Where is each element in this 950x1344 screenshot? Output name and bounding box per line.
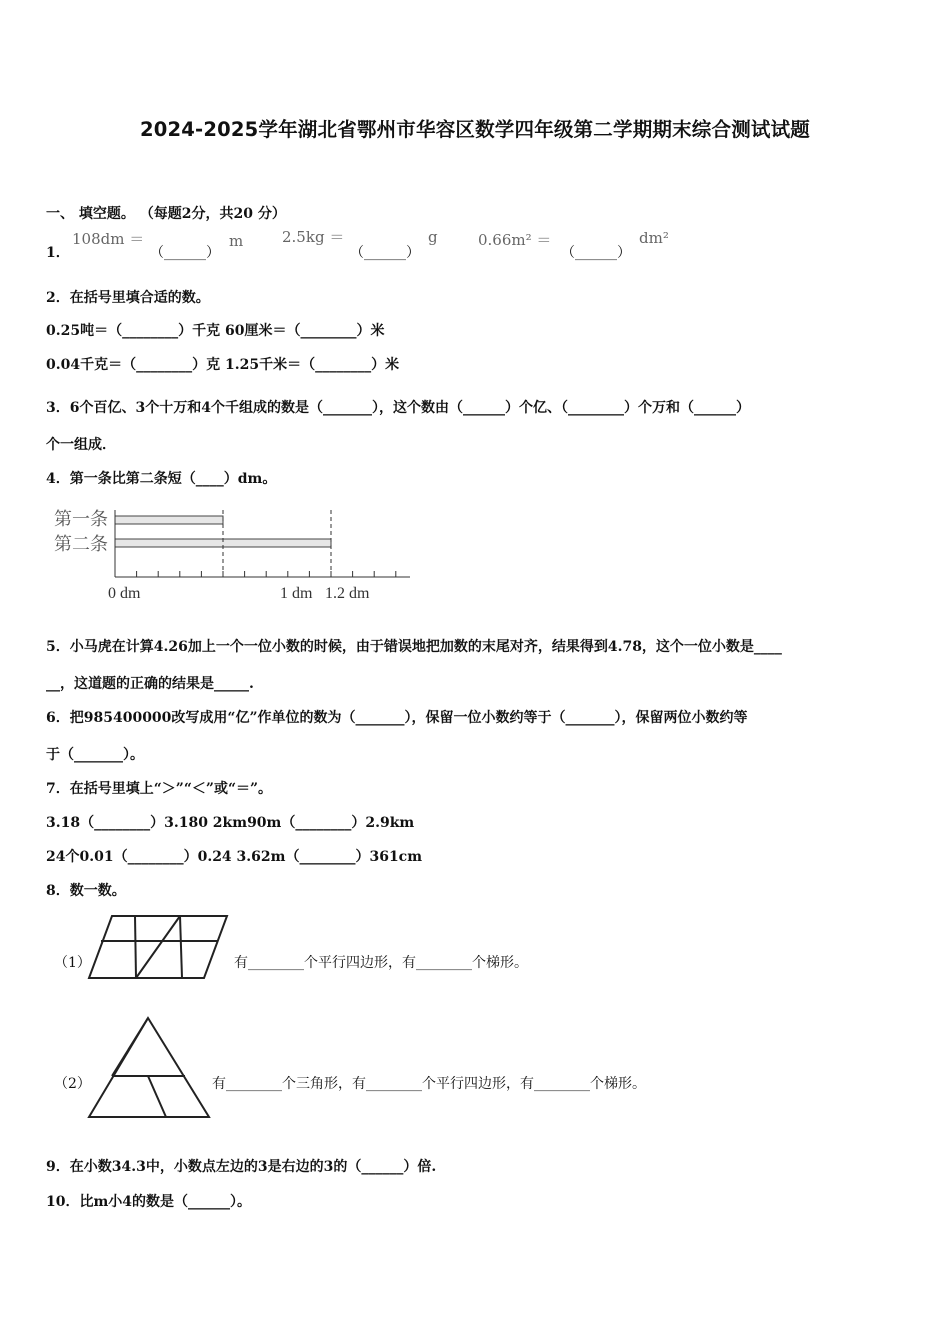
q8-part1-label: （1） — [54, 955, 91, 971]
q7-heading: 7．在括号里填上“＞”“＜”或“＝”。 — [46, 781, 273, 797]
q8-figure-parallelogram — [85, 912, 233, 982]
q5-line-2: __，这道题的正确的结果是_____. — [46, 676, 254, 692]
q1-unit-2: g — [428, 228, 438, 246]
q8-heading: 8．数一数。 — [46, 883, 126, 899]
q1-blank-1: （______） — [150, 245, 220, 261]
q4-ticks — [115, 571, 396, 577]
q7-line-1: 3.18（________）3.180 2km90m（________）2.9km — [46, 815, 415, 831]
q4-label-first: 第一条 — [54, 509, 108, 529]
q8-part2-text: 有________个三角形，有________个平行四边形，有________个梯形。 — [212, 1076, 646, 1092]
q2-heading: 2．在括号里填合适的数。 — [46, 290, 210, 306]
q4-text: 4．第一条比第二条短（____）dm。 — [46, 471, 277, 487]
q1-blank-2: （______） — [350, 245, 420, 261]
q3-line-1: 3．6个百亿、3个十万和4个千组成的数是（_______），这个数由（______）个亿、（________）个万和（______） — [46, 400, 750, 416]
q8-part2-label: （2） — [54, 1076, 91, 1092]
q1-blank-3: （______） — [561, 245, 631, 261]
q4-axis-label-2: 1.2 dm — [325, 585, 370, 602]
q4-ruler-diagram — [46, 500, 426, 610]
q4-axis-label-1: 1 dm — [280, 585, 313, 602]
q6-line-2: 于（_______）。 — [46, 747, 144, 763]
q1-unit-3: dm² — [639, 229, 669, 247]
q1-unit-1: m — [229, 232, 244, 250]
q6-line-1: 6．把985400000改写成用“亿”作单位的数为（_______），保留一位小数约等于（_______），保留两位小数约等 — [46, 710, 748, 726]
q9-text: 9．在小数34.3中，小数点左边的3是右边的3的（______）倍. — [46, 1159, 437, 1175]
q2-line-2: 0.04千克＝（________）克 1.25千米＝（________）米 — [46, 357, 400, 373]
q3-line-2: 个一组成． — [46, 437, 116, 453]
q8-figure-triangle — [85, 1014, 215, 1120]
q4-bar-first — [115, 516, 223, 524]
q2-line-1: 0.25吨＝（________）千克 60厘米＝（________）米 — [46, 323, 385, 339]
q5-line-1: 5．小马虎在计算4.26加上一个一位小数的时候，由于错误地把加数的末尾对齐，结果得到4.78，这个一位小数是____ — [46, 639, 782, 655]
q1-expr-3: 0.66m² ＝ — [478, 231, 552, 249]
q10-text: 10．比m小4的数是（______）。 — [46, 1194, 252, 1210]
q4-axis-label-0: 0 dm — [108, 585, 141, 602]
q4-label-second: 第二条 — [54, 534, 108, 554]
q1-expr-1: 108dm ＝ — [72, 230, 145, 248]
q7-line-2: 24个0.01（________）0.24 3.62m（________）361cm — [46, 849, 423, 865]
page-title: 2024-2025学年湖北省鄂州市华容区数学四年级第二学期期末综合测试试题 — [139, 118, 811, 141]
q1-expr-2: 2.5kg ＝ — [282, 228, 345, 246]
q8-part1-text: 有________个平行四边形，有________个梯形。 — [234, 955, 528, 971]
section-heading: 一、 填空题。 （每题2分，共20 分） — [46, 206, 286, 222]
q1-number: 1． — [46, 245, 70, 261]
